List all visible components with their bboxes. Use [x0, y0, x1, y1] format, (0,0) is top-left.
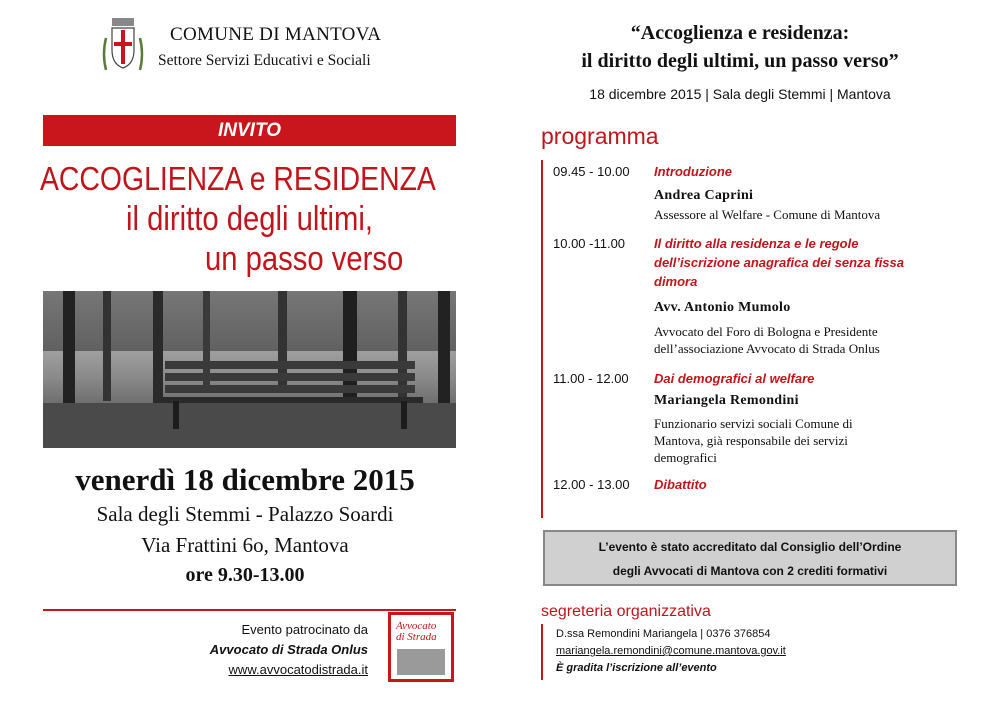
event-hours: ore 9.30-13.00: [185, 564, 305, 586]
accreditation-line1: L’evento è stato accreditato dal Consiglio dell’Ordine: [598, 540, 902, 554]
program-heading: programma: [541, 123, 659, 149]
event-venue: Sala degli Stemmi - Palazzo Soardi: [96, 502, 394, 526]
logo-text-line2: di Strada: [396, 631, 437, 643]
secretariat-contact: D.ssa Remondini Mariangela | 0376 376854: [556, 628, 771, 640]
program-title-line1: “Accoglienza e residenza:: [630, 22, 850, 44]
session-title: Il diritto alla residenza e le regole dell’iscrizione anagrafica dei senza fissa dimora: [654, 236, 904, 289]
event-title-line1: ACCOGLIENZA e RESIDENZA: [40, 160, 436, 197]
logo-image: [397, 649, 445, 675]
session-speaker: Andrea Caprini: [654, 188, 754, 203]
program-title-line2: il diritto degli ultimi, un passo verso”: [581, 50, 899, 72]
accreditation-line2: degli Avvocati di Mantova con 2 crediti formativi: [612, 564, 888, 578]
session-title: Introduzione: [654, 164, 732, 179]
session-time: 10.00 -11.00: [553, 236, 626, 251]
patronage-text: Evento patrocinato da: [241, 622, 368, 637]
city-crest-icon: [100, 14, 146, 76]
session-role: Avvocato del Foro di Bologna e Presidente dell’associazione Avvocato di Strada Onlus: [654, 324, 880, 356]
org-name: COMUNE DI MANTOVA: [170, 24, 382, 45]
event-title-line3: un passo verso: [205, 240, 404, 278]
session-role: Assessore al Welfare - Comune di Mantova: [654, 207, 881, 222]
session-speaker: Mariangela Remondini: [654, 393, 799, 408]
session-time: 12.00 - 13.00: [553, 477, 630, 492]
org-department: Settore Servizi Educativi e Sociali: [158, 52, 371, 69]
invito-label: INVITO: [218, 120, 281, 141]
session-title: Dibattito: [654, 477, 707, 492]
patronage-link[interactable]: www.avvocatodistrada.it: [228, 662, 368, 677]
event-date: venerdì 18 dicembre 2015: [75, 462, 415, 497]
session-title: Dai demografici al welfare: [654, 371, 815, 386]
program-subtitle: 18 dicembre 2015 | Sala degli Stemmi | Mantova: [589, 86, 891, 102]
secretariat-heading: segreteria organizzativa: [541, 603, 711, 620]
divider: [43, 609, 456, 611]
session-role: Funzionario servizi sociali Comune di Mantova, già responsabile dei servizi demografici: [654, 416, 853, 465]
program-accent-bar: [541, 160, 543, 518]
patronage-org: Avvocato di Strada Onlus: [209, 642, 368, 657]
event-title-line2: il diritto degli ultimi,: [126, 200, 374, 238]
secretariat-note: È gradita l’iscrizione all’evento: [556, 662, 717, 674]
session-time: 11.00 - 12.00: [553, 371, 629, 386]
secretariat-email-link[interactable]: mariangela.remondini@comune.mantova.gov.it: [556, 645, 786, 657]
bench-photo: [43, 291, 456, 448]
invito-banner: [43, 115, 456, 146]
accreditation-box: [543, 530, 957, 586]
session-time: 09.45 - 10.00: [553, 164, 630, 179]
logo-text-line1: Avvocato: [396, 620, 437, 632]
session-speaker: Avv. Antonio Mumolo: [654, 300, 791, 315]
secretariat-accent-bar: [541, 624, 543, 680]
event-address: Via Frattini 6o, Mantova: [141, 533, 349, 557]
avvocato-di-strada-logo: [388, 612, 454, 682]
